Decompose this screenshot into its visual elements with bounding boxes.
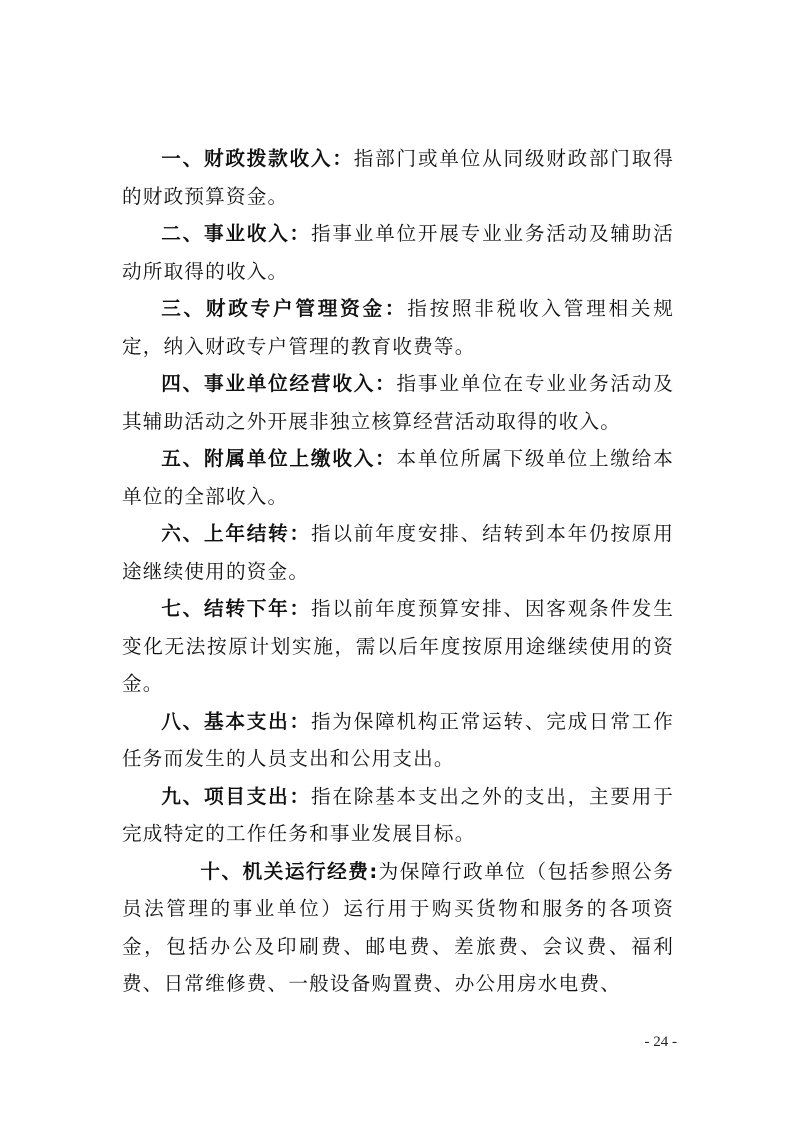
definition-term-10: 十、机关运行经费: <box>200 859 379 883</box>
definition-text-6: 指以前年度安排、结转到本年仍按原用途继续使用的资金。 <box>122 522 674 583</box>
definition-text-2: 指事业单位开展专业业务活动及辅助活动所取得的收入。 <box>122 222 674 283</box>
definition-text-10: 为保障行政单位（包括参照公务员法管理的事业单位）运行用于购买货物和服务的各项资金，包括办公及印刷费、邮电费、差旅费、会议费、福利费、日常维修费、一般设备购置费、办公用房水电费、 <box>122 859 674 995</box>
definition-term-3: 三、财政专户管理资金： <box>161 297 408 320</box>
definition-term-5: 五、附属单位上缴收入： <box>161 447 397 470</box>
definition-term-6: 六、上年结转： <box>161 522 311 545</box>
definition-paragraph-5 <box>122 440 674 515</box>
definition-paragraph-8 <box>122 703 674 778</box>
definition-paragraph-9 <box>122 778 674 853</box>
definition-term-9: 九、项目支出： <box>161 784 311 808</box>
definition-paragraph-10 <box>122 853 674 1003</box>
definition-term-2: 二、事业收入： <box>161 222 311 245</box>
definition-paragraph-6 <box>122 515 674 590</box>
definition-text-1: 指部门或单位从同级财政部门取得的财政预算资金。 <box>122 147 674 208</box>
definition-term-4: 四、事业单位经营收入： <box>161 372 397 395</box>
definition-text-5: 本单位所属下级单位上缴给本单位的全部收入。 <box>122 447 674 508</box>
definition-paragraph-7 <box>122 590 674 703</box>
definition-paragraph-1 <box>122 140 674 215</box>
definition-paragraph-2 <box>122 215 674 290</box>
definition-text-3: 指按照非税收入管理相关规定，纳入财政专户管理的教育收费等。 <box>122 297 675 358</box>
definition-text-8: 指为保障机构正常运转、完成日常工作任务而发生的人员支出和公用支出。 <box>122 709 674 770</box>
document-body <box>122 140 674 1003</box>
definition-text-9: 指在除基本支出之外的支出，主要用于完成特定的工作任务和事业发展目标。 <box>122 784 674 845</box>
definition-paragraph-4 <box>122 365 674 440</box>
page-number: - 24 - <box>644 1034 677 1050</box>
definition-term-1: 一、财政拨款收入： <box>161 147 354 170</box>
definition-term-7: 七、结转下年： <box>161 597 311 620</box>
definition-text-7: 指以前年度预算安排、因客观条件发生变化无法按原计划实施，需以后年度按原用途继续使用的资金。 <box>122 597 674 695</box>
definition-term-8: 八、基本支出： <box>161 709 311 733</box>
definition-text-4: 指事业单位在专业业务活动及其辅助活动之外开展非独立核算经营活动取得的收入。 <box>122 372 674 433</box>
definition-paragraph-3 <box>122 290 674 365</box>
